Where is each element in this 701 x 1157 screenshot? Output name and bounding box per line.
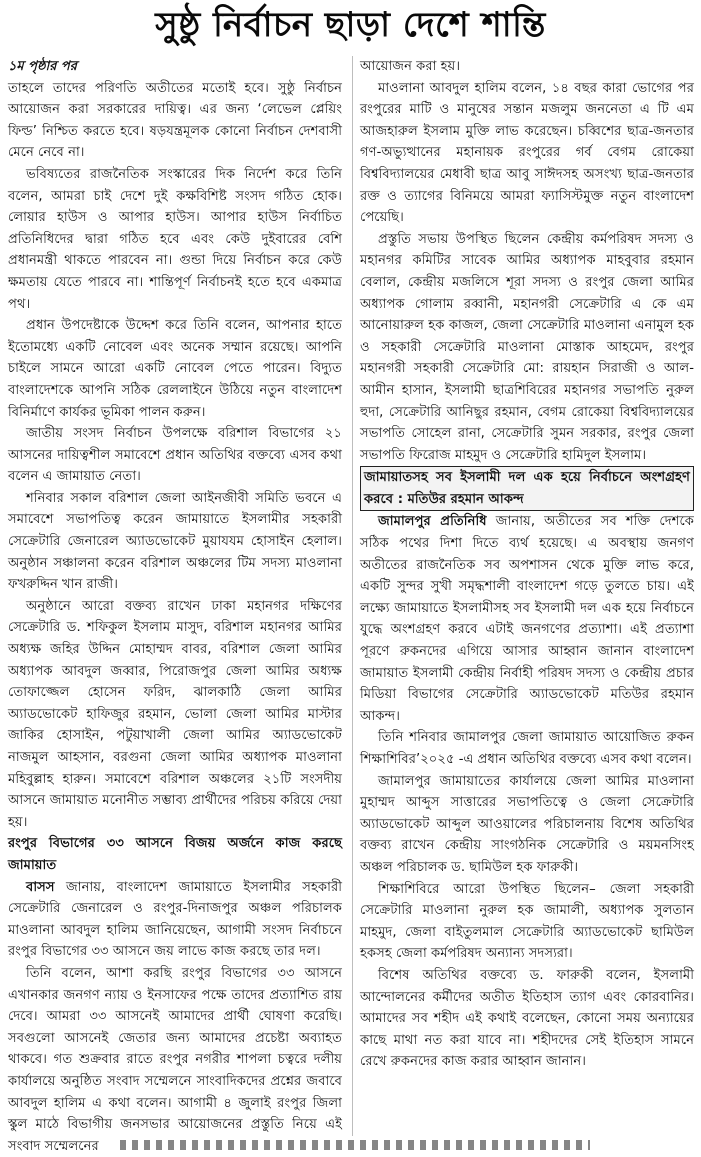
headline: সুষ্ঠু নির্বাচন ছাড়া দেশে শান্তি <box>155 5 546 45</box>
continued-from-label: ১ম পৃষ্ঠার পর <box>8 59 77 74</box>
right-column <box>360 56 694 1136</box>
dateline: জামালপুর প্রতিনিধি <box>378 514 487 530</box>
paragraph: ভবিষ্যতের রাজনৈতিক সংস্কারের দিক নির্দেশ করে তিনি বলেন, আমরা চাই দেশে দুই কক্ষবিশিষ্ট সংসদ গঠিত হোক। লোয়ার হাউস ও আপার হাউস। আপার হাউস নির্বাচিত প্রতিনিধিদের দ্বারা গঠিত হবে এবং কেউ দুইবারের বেশি প্রধানমন্ত্রী থাকতে পারবেন না। গুন্ডা দিয়ে নির্বাচন করে কেউ ক্ষমতায় যেতে পারবে না। শান্তিপূর্ণ নির্বাচনই হতে হবে একমাত্র পথ। <box>8 166 342 312</box>
subhead: রংপুর বিভাগের ৩৩ আসনে বিজয় অর্জনে কাজ করছে জামায়াত <box>8 836 342 873</box>
paragraph <box>360 511 694 727</box>
paragraph <box>8 877 342 963</box>
left-column <box>8 56 342 1154</box>
paragraph: শনিবার সকাল বরিশাল জেলা আইনজীবী সমিতি ভবনে এ সমাবেশে সভাপতিত্ব করেন জামায়াতে ইসলামীর সহকারী সেক্রেটারি জেনারেল অ্যাডভোকেট মুয়াযযম হোসাইন হেলাল। অনুষ্ঠান সঞ্চালনা করেন বরিশাল অঞ্চলের টিম সদস্য মাওলানা ফখরুদ্দিন খান রাজী। <box>8 490 342 593</box>
paragraph: প্রধান উপদেষ্টাকে উদ্দেশ করে তিনি বলেন, আপনার হাতে ইতোমধ্যে একটি নোবেল এবং অনেক সম্মান রয়েছে। আপনি চাইলে সামনে আরো একটি নোবেল পেতে পারেন। বিদ্যুত বাংলাদেশকে আপনি সঠিক রেললাইনে উঠিয়ে নতুন বাংলাদেশ বিনির্মাণে কার্যকর ভূমিকা পালন করুন। <box>8 318 342 420</box>
paragraph: তাহলে তাদের পরিণতি অতীতের মতোই হবে। সুষ্ঠু নির্বাচন আয়োজন করা সরকারের দায়িত্ব। এর জন্য ‘লেভেল প্লেয়িং ফিল্ড’ নিশ্চিত করতে হবে। ষড়যন্ত্রমূলক কোনো নির্বাচন দেশবাসী মেনে নেবে না। <box>8 80 342 161</box>
paragraph: বিশেষ অতিথির বক্তব্যে ড. ফারুকী বলেন, ইসলামী আন্দোলনের কর্মীদের অতীত ইতিহাস ত্যাগ এবং কোরবানির। আমাদের সব শহীদ এই কথাই বলেছেন, কোনো সময় অন্যায়ের কাছে মাথা নত করা যাবে না। শহীদদের সেই ইতিহাস সামনে রেখে রুকনদের কাজ করার আহ্বান জানান। <box>360 967 694 1070</box>
paragraph: মাওলানা আবদুল হালিম বলেন, ১৪ বছর কারা ভোগের পর রংপুরের মাটি ও মানুষের সন্তান মজলুম জননেতা এ টি এম আজহারুল ইসলাম মুক্তি লাভ করেছেন। চব্বিশের ছাত্র-জনতার গণ-অভ্যুত্থানের মহানায়ক রংপুরের গর্ব বেগম রোকেয়া বিশ্ববিদ্যালয়ের মেধাবী ছাত্র আবু সাঈদসহ অসংখ্য ছাত্র-জনতার রক্ত ও ত্যাগের বিনিময়ে আমরা ফ্যাসিস্টমুক্ত নতুন বাংলাদেশ পেয়েছি। <box>360 80 694 226</box>
paragraph: প্রস্তুতি সভায় উপস্থিত ছিলেন কেন্দ্রীয় কর্মপরিষদ সদস্য ও মহানগর কমিটির সাবেক আমির অধ্যাপক মাহবুবার রহমান বেলাল, কেন্দ্রীয় মজলিসে শূরা সদস্য ও রংপুর জেলা আমির অধ্যাপক গোলাম রব্বানী, মহানগরী সেক্রেটারি এ কে এম আনোয়ারুল হক কাজল, জেলা সেক্রেটারি মাওলানা এনামুল হক ও সহকারী সেক্রেটারি মাওলানা মোস্তাক আহমেদ, রংপুর মহানগরী সহকারী সেক্রেটারি মো: রায়হান সিরাজী ও আল-আমীন হাসান, ইসলামী ছাত্রশিবিরের মহানগর সভাপতি নুরুল হুদা, সেক্রেটারি আনিছুর রহমান, বেগম রোকেয়া বিশ্ববিদ্যালয়ের সভাপতি সোহেল রানা, সেক্রেটারি সুমন সরকার, রংপুর জেলা সভাপতি ফিরোজ মাহমুদ ও সেক্রেটারি হামিদুল ইসলাম। <box>360 231 694 463</box>
paragraph: অনুষ্ঠানে আরো বক্তব্য রাখেন ঢাকা মহানগর দক্ষিণের সেক্রেটারি ড. শফিকুল ইসলাম মাসুদ, বরিশাল মহানগর আমির অধ্যক্ষ জহির উদ্দিন মোহাম্মদ বাবর, বরিশাল জেলা আমির অধ্যাপক আবদুল জব্বার, পিরোজপুর জেলা আমির অধ্যক্ষ তোফাজ্জেল হোসেন ফরিদ, ঝালকাঠি জেলা আমির অ্যাডভোকেট হাফিজুর রহমান, ভোলা জেলা আমির মাস্টার জাকির হোসাইন, পটুয়াখালী জেলা আমির অ্যাডভোকেট নাজমুল আহসান, বরগুনা জেলা আমির অধ্যাপক মাওলানা মহিবুল্লাহ হারুন। সমাবেশে বরিশাল অঞ্চলের ২১টি সংসদীয় আসনে জামায়াত মনোনীত সম্ভাব্য প্রার্থীদের পরিচয় করিয়ে দেয়া হয়। <box>8 598 342 830</box>
next-headline-cutoff <box>120 1140 590 1150</box>
paragraph-text: জানায়, বাংলাদেশ জামায়াতে ইসলামীর সহকারী সেক্রেটারি জেনারেল ও রংপুর-দিনাজপুর অঞ্চল পরিচালক মাওলানা আবদুল হালিম জানিয়েছেন, আগামী সংসদ নির্বাচনে রংপুর বিভাগের ৩৩ আসনে জয় লাভে কাজ করছে তার দল। <box>8 879 342 960</box>
paragraph: তিনি শনিবার জামালপুর জেলা জামায়াত আয়োজিত রুকন শিক্ষাশিবির’২০২৫ -এ প্রধান অতিথির বক্তব্যে এসব কথা বলেন। <box>360 730 694 767</box>
paragraph: তিনি বলেন, আশা করছি রংপুর বিভাগের ৩৩ আসনে এখানকার জনগণ ন্যায় ও ইনসাফের পক্ষে তাদের প্রত্যাশিত রায় দেবে। আমরা ৩৩ আসনেই আমাদের প্রার্থী ঘোষণা করেছি। সবগুলো আসনেই জেতার জন্য আমাদের প্রচেষ্টা অব্যাহত থাকবে। গত শুক্রবার রাতে রংপুর নগরীর শাপলা চত্বরে দলীয় কার্যালয়ে অনুষ্ঠিত সংবাদ সম্মেলনে সাংবাদিকদের প্রশ্নের জবাবে আবদুল হালিম এ কথা বলেন। আগামী ৪ জুলাই রংপুর জিলা স্কুল মাঠে বিভাগীয় জনসভার আয়োজনের প্রস্তুতি নিয়ে এই সংবাদ সম্মেলনের <box>8 965 342 1154</box>
paragraph: জামালপুর জামায়াতের কার্যালয়ে জেলা আমির মাওলানা মুহাম্মদ আব্দুস সাত্তারের সভাপতিত্বে ও জেলা সেক্রেটারি অ্যাডভোকেট আব্দুল আওয়ালের পরিচালনায় বিশেষ অতিথির বক্তব্য রাখেন কেন্দ্রীয় সাংগঠনিক সেক্রেটারি ও ময়মনসিংহ অঞ্চল পরিচালক ড. ছামিউল হক ফারুকী। <box>360 773 694 875</box>
paragraph: শিক্ষাশিবিরে আরো উপস্থিত ছিলেন– জেলা সহকারী সেক্রেটারি মাওলানা নুরুল হক জামালী, অধ্যাপক সুলতান মাহমুদ, জেলা বাইতুলমাল সেক্রেটারি অ্যাডভোকেট ছামিউল হকসহ জেলা কর্মপরিষদ অন্যান্য সদস্যরা। <box>360 881 694 962</box>
subhead: জামায়াতসহ সব ইসলামী দল এক হয়ে নির্বাচনে অংশগ্রহণ করবে : মতিউর রহমান আকন্দ <box>360 466 694 511</box>
paragraph: জাতীয় সংসদ নির্বাচন উপলক্ষে বরিশাল বিভাগের ২১ আসনের দায়িত্বশীল সমাবেশে প্রধান অতিথির বক্তব্যে এসব কথা বলেন এ জামায়াত নেতা। <box>8 426 342 485</box>
dateline: বাসস <box>26 879 55 895</box>
paragraph: আয়োজন করা হয়। <box>360 59 461 74</box>
paragraph-text: জানায়, অতীতের সব শক্তি দেশকে সঠিক পথের দিশা দিতে ব্যর্থ হয়েছে। এ অবস্থায় জনগণ অতীতের রাজনৈতিক সব অপশাসন থেকে মুক্তি লাভ করে, একটি সুন্দর সুখী সমৃদ্ধশালী বাংলাদেশ গড়ে তুলতে চায়। এই লক্ষ্যে জামায়াতে ইসলামীসহ সব ইসলামী দল এক হয়ে নির্বাচনে যুদ্ধে অংশগ্রহণ করবে এটাই জনগণের প্রত্যাশা। এই প্রত্যাশা পূরণে রুকনদের এগিয়ে আসার আহ্বান জানান বাংলাদেশ জামায়াত ইসলামী কেন্দ্রীয় নির্বাহী পরিষদ সদস্য ও কেন্দ্রীয় প্রচার মিডিয়া বিভাগের সেক্রেটারি অ্যাডভোকেট মতিউর রহমান আকন্দ। <box>360 514 694 724</box>
column-divider <box>352 56 353 1136</box>
